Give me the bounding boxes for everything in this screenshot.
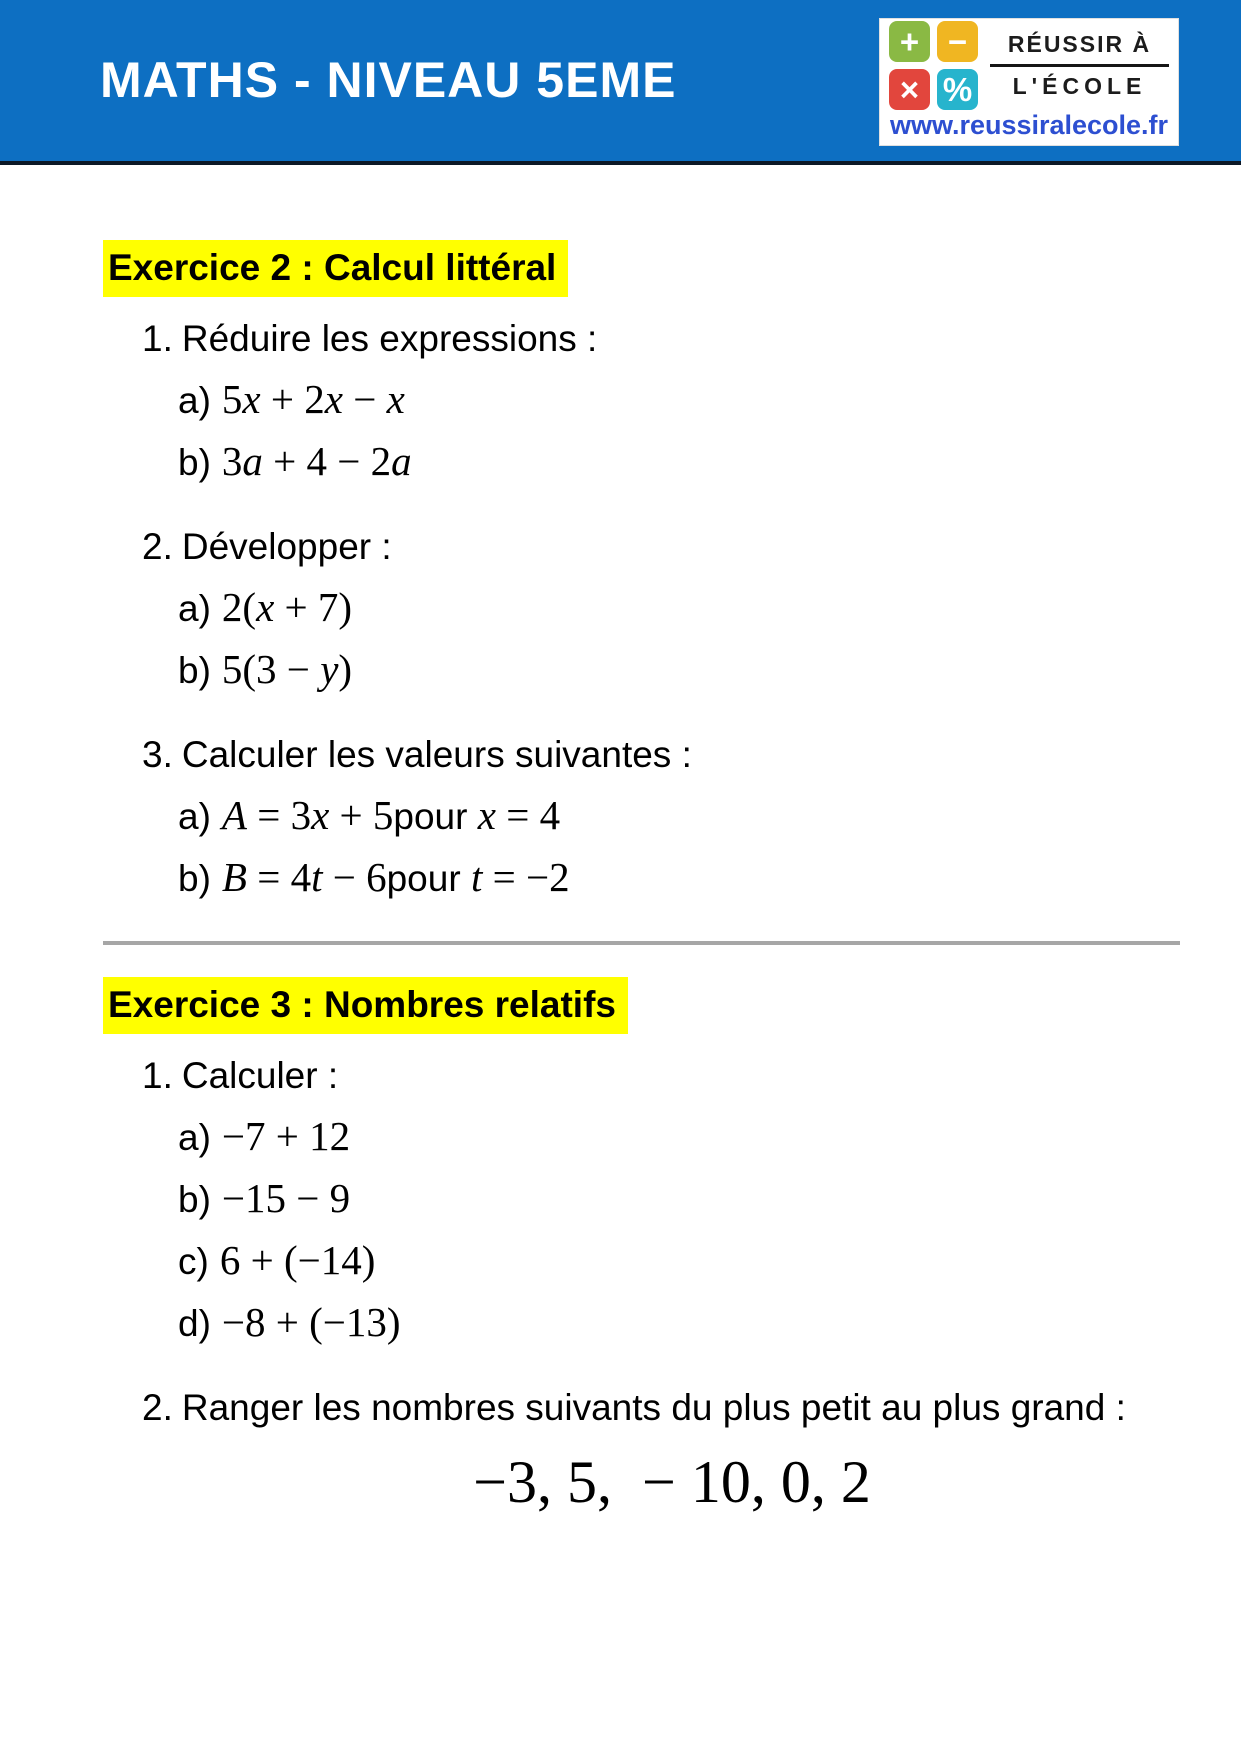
item-number: 1. <box>142 318 173 359</box>
math-token: = −2 <box>482 854 570 900</box>
math-token: = 3 <box>246 792 312 838</box>
exercise-prompt <box>0 725 1241 785</box>
math-token: 2( <box>221 584 257 630</box>
math-expression <box>222 584 352 630</box>
math-token: x <box>256 584 275 630</box>
math-token: x <box>386 376 405 422</box>
exercise2-title: Exercice 2 : Calcul littéral <box>103 240 568 297</box>
math-expression <box>222 854 570 900</box>
math-token: a <box>242 438 263 484</box>
subitem-label: a) <box>178 796 211 837</box>
exercise-subitem <box>0 1168 1241 1230</box>
exercise-subitem <box>0 785 1241 847</box>
exercise-prompt <box>0 1378 1241 1438</box>
math-token: −7 + 12 <box>221 1113 351 1159</box>
math-expression <box>222 438 412 484</box>
math-token: pour <box>393 796 478 837</box>
math-token: −8 + (−13) <box>221 1299 401 1345</box>
item-number: 1. <box>142 1055 173 1096</box>
exercise-group <box>0 517 1241 701</box>
math-token: = 4 <box>246 854 312 900</box>
exercise2-items <box>0 309 1241 909</box>
math-token: x <box>477 792 496 838</box>
math-token: 5 <box>221 376 243 422</box>
math-expression <box>222 1175 350 1221</box>
math-token: t <box>470 854 483 900</box>
math-token: 5(3 − <box>221 646 321 692</box>
subitem-label: c) <box>178 1241 209 1282</box>
website-url: www.reussiralecole.fr <box>889 110 1169 140</box>
subitem-label: b) <box>178 442 211 483</box>
math-expression <box>222 1299 401 1345</box>
math-token: y <box>320 646 339 692</box>
math-token: + 7) <box>274 584 353 630</box>
numbers-to-order: −3, 5, − 10, 0, 2 <box>473 1449 871 1515</box>
exercise-subitem <box>0 431 1241 493</box>
math-token: + 2 <box>260 376 325 422</box>
subitem-label: a) <box>178 1117 211 1158</box>
math-token: B <box>221 854 247 900</box>
worksheet-body <box>0 240 1241 1518</box>
section-divider <box>103 941 1180 945</box>
math-token: A <box>221 792 247 838</box>
logo-top <box>889 24 1169 107</box>
math-token: −15 − 9 <box>221 1175 351 1221</box>
math-token: x <box>311 792 330 838</box>
exercise-subitem <box>0 639 1241 701</box>
exercise-subitem <box>0 1292 1241 1354</box>
math-token: x <box>324 376 343 422</box>
minus-icon: − <box>937 21 978 62</box>
math-token: − <box>342 376 387 422</box>
math-expression <box>220 1237 376 1283</box>
math-token: ) <box>338 646 353 692</box>
exercise-prompt <box>0 309 1241 369</box>
logo-brand-text <box>990 24 1169 107</box>
math-token: pour <box>386 858 471 899</box>
brand-rule <box>990 64 1169 67</box>
exercise-group <box>0 1046 1241 1354</box>
math-token: 6 + (−14) <box>219 1237 376 1283</box>
exercise2-heading-row <box>103 240 1241 297</box>
math-expression <box>222 792 560 838</box>
exercise-subitem <box>0 1106 1241 1168</box>
exercise-group <box>0 725 1241 909</box>
item-text: Développer : <box>181 526 392 567</box>
subitem-label: a) <box>178 588 211 629</box>
header-banner <box>0 0 1241 165</box>
item-number: 3. <box>142 734 173 775</box>
item-number: 2. <box>142 1387 173 1428</box>
math-token: t <box>311 854 323 900</box>
percent-icon: % <box>937 69 978 110</box>
item-text: Calculer les valeurs suivantes : <box>181 734 692 775</box>
math-token: + 4 − 2 <box>262 438 392 484</box>
item-number: 2. <box>142 526 173 567</box>
subitem-label: b) <box>178 650 211 691</box>
item-text: Ranger les nombres suivants du plus petit au plus grand : <box>181 1387 1126 1428</box>
brand-logo <box>879 18 1179 146</box>
exercise-subitem <box>0 577 1241 639</box>
subitem-label: b) <box>178 858 211 899</box>
exercise-prompt <box>0 517 1241 577</box>
exercise3-items <box>0 1046 1241 1438</box>
subitem-label: a) <box>178 380 211 421</box>
math-token: 3 <box>221 438 243 484</box>
exercise-prompt <box>0 1046 1241 1106</box>
multiply-icon: × <box>889 69 930 110</box>
subitem-label: d) <box>178 1303 211 1344</box>
math-token: + 5 <box>329 792 394 838</box>
exercise-group <box>0 309 1241 493</box>
math-expression <box>222 1113 350 1159</box>
math-expression <box>222 646 352 692</box>
brand-line2: L'ÉCOLE <box>1012 73 1147 99</box>
math-expression <box>222 376 405 422</box>
math-token: = 4 <box>495 792 561 838</box>
item-text: Calculer : <box>181 1055 339 1096</box>
subitem-label: b) <box>178 1179 211 1220</box>
exercise3-title: Exercice 3 : Nombres relatifs <box>103 977 628 1034</box>
exercise-subitem <box>0 847 1241 909</box>
logo-operators-grid <box>889 24 978 107</box>
plus-icon: + <box>889 21 930 62</box>
math-token: a <box>391 438 412 484</box>
exercise-subitem <box>0 369 1241 431</box>
brand-line1: RÉUSSIR À <box>1007 31 1152 57</box>
exercise-group <box>0 1378 1241 1438</box>
item-text: Réduire les expressions : <box>181 318 598 359</box>
math-token: x <box>242 376 261 422</box>
exercise3-heading-row <box>103 977 1241 1034</box>
page-title: MATHS - NIVEAU 5EME <box>100 52 677 108</box>
math-token: − 6 <box>322 854 387 900</box>
exercise-subitem <box>0 1230 1241 1292</box>
